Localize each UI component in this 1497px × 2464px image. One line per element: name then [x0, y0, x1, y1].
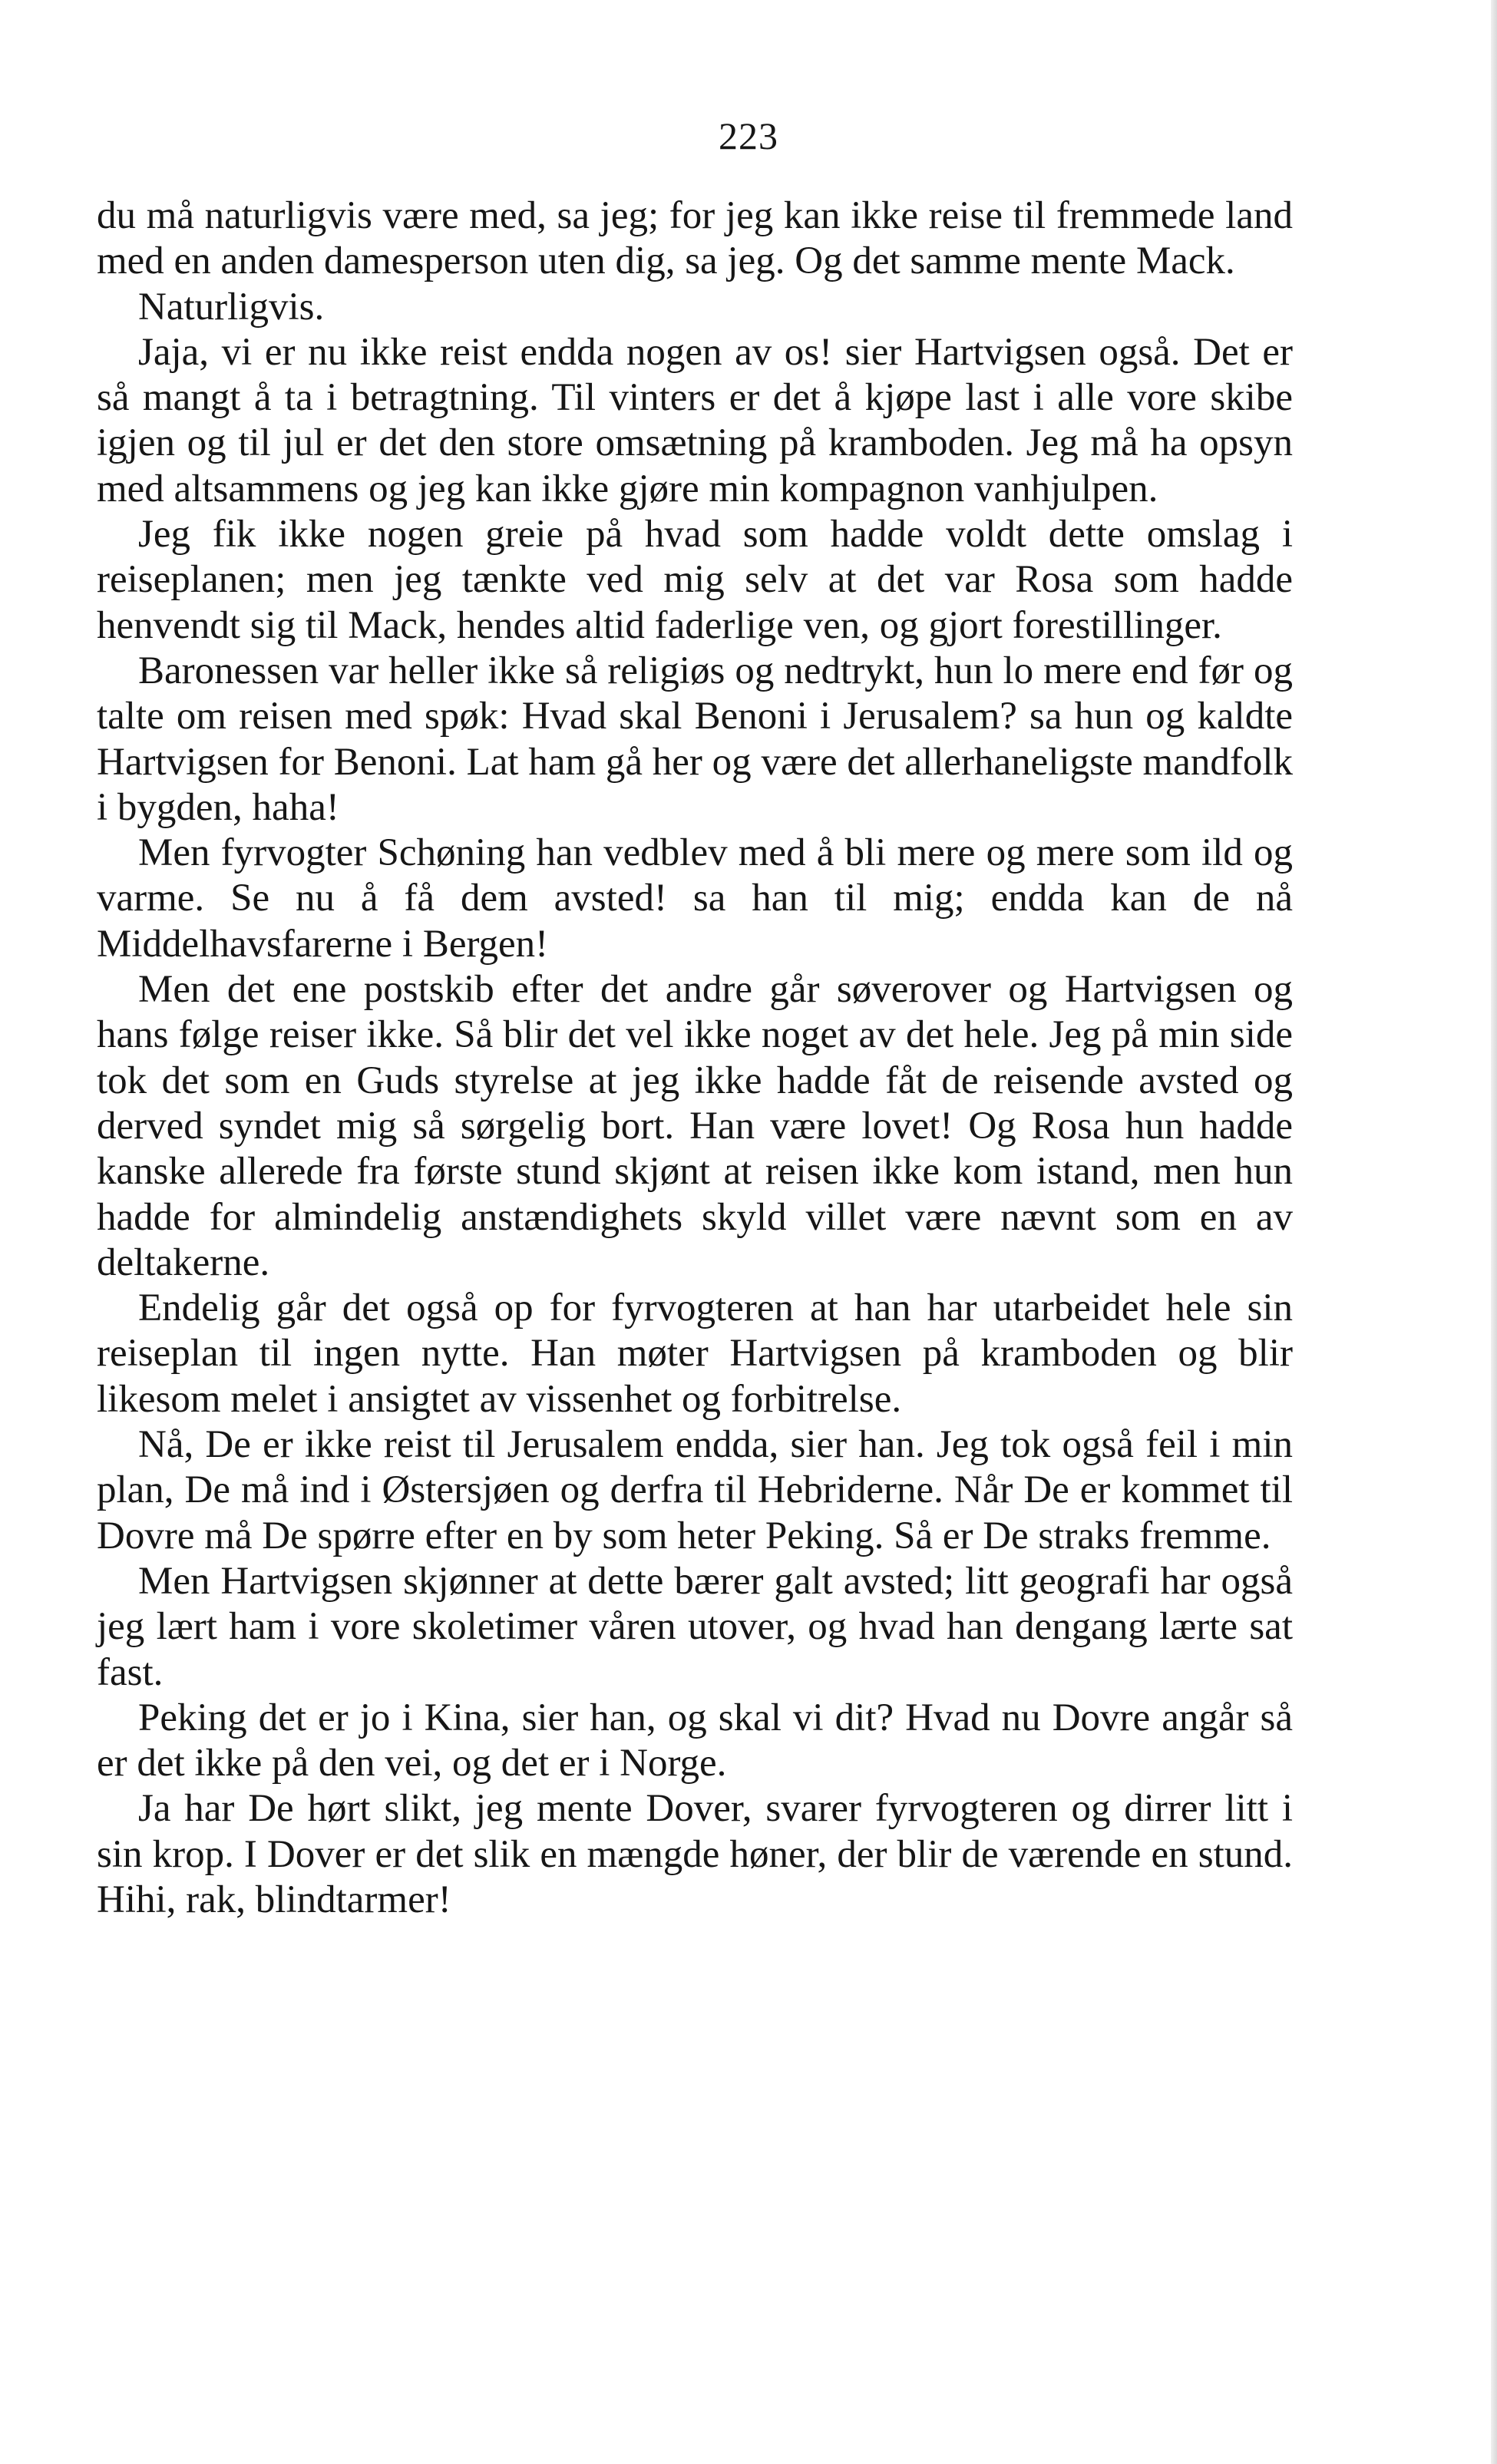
paragraph: Nå, De er ikke reist til Jerusalem endda, sier han. Jeg tok også feil i min plan, De må ind i Østersjøen og derfra til Hebriderne. Når De er kommet til Dovre må De spørre efter en by som heter Peking. Så er De straks fremme.	[97, 1423, 1293, 1557]
paragraph: Ja har De hørt slikt, jeg mente Dover, svarer fyrvogteren og dirrer litt i sin krop. I Dover er det slik en mængde høner, der blir de værende en stund. Hihi, rak, blindtarmer!	[97, 1787, 1293, 1921]
paragraph: Men det ene postskib efter det andre går søverover og Hartvigsen og hans følge reiser ikke. Så blir det vel ikke noget av det hele. Jeg på min side tok det som en Guds styrelse at jeg ikke hadde fåt de reisende avsted og derved syndet mig så sørgelig bort. Han være lovet! Og Rosa hun hadde kanske allerede fra første stund skjønt at reisen ikke kom istand, men hun hadde for almindelig anstændighets skyld villet være nævnt som en av deltakerne.	[97, 968, 1293, 1284]
paragraph: Baronessen var heller ikke så religiøs og nedtrykt, hun lo mere end før og talte om reisen med spøk: Hvad skal Benoni i Jerusalem? sa hun og kaldte Hartvigsen for Benoni. Lat ham gå her og være det allerhaneligste mandfolk i bygden, haha!	[97, 649, 1293, 829]
paragraph: Jeg fik ikke nogen greie på hvad som hadde voldt dette omslag i reiseplanen; men jeg tænkte ved mig selv at det var Rosa som hadde henvendt sig til Mack, hendes altid faderlige ven, og gjort forestillinger.	[97, 513, 1293, 647]
paragraph: Men Hartvigsen skjønner at dette bærer galt avsted; litt geografi har også jeg lært ham i vore skoletimer våren utover, og hvad han dengang lærte sat fast.	[97, 1559, 1293, 1694]
paragraph: Men fyrvogter Schøning han vedblev med å bli mere og mere som ild og varme. Se nu å få dem avsted! sa han til mig; endda kan de nå Middelhavsfarerne i Bergen!	[97, 831, 1293, 966]
paragraph: Endelig går det også op for fyrvogteren at han har utarbeidet hele sin reiseplan til ingen nytte. Han møter Hartvigsen på kramboden og blir likesom melet i ansigtet av vissenhet og forbitrelse.	[97, 1286, 1293, 1421]
body-text	[97, 193, 1293, 1923]
paragraph: Jaja, vi er nu ikke reist endda nogen av os! sier Hartvigsen også. Det er så mangt å ta i betragtning. Til vinters er det å kjøpe last i alle vore skibe igjen og til jul er det den store omsætning på kramboden. Jeg må ha opsyn med altsammens og jeg kan ikke gjøre min kompagnon vanhjulpen.	[97, 330, 1293, 510]
paragraph: Peking det er jo i Kina, sier han, og skal vi dit? Hvad nu Dovre angår så er det ikke på den vei, og det er i Norge.	[97, 1696, 1293, 1785]
page-number: 223	[719, 114, 778, 157]
page-edge	[1491, 0, 1497, 2464]
paragraph: Naturligvis.	[138, 285, 325, 329]
paragraph: du må naturligvis være med, sa jeg; for jeg kan ikke reise til fremmede land med en anden damesperson uten dig, sa jeg. Og det samme mente Mack.	[97, 194, 1293, 283]
